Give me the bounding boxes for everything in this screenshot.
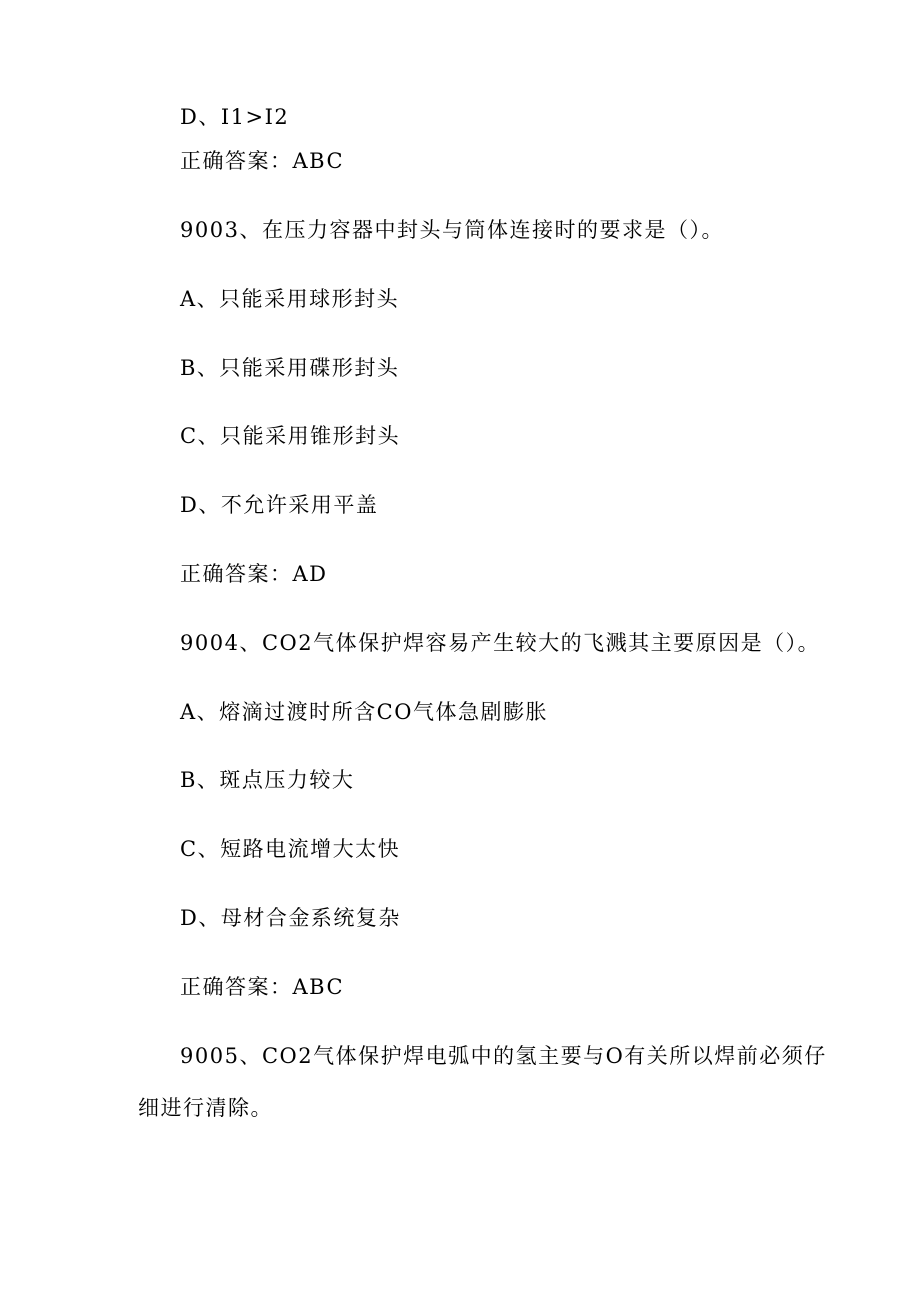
q9003-option-c: C、只能采用锥形封头 <box>180 424 401 448</box>
question-9004: 9004、CO2气体保护焊容易产生较大的飞溅其主要原因是（）。 <box>180 631 821 655</box>
prev-answer: 正确答案：ABC <box>180 149 345 173</box>
q9004-option-a: A、熔滴过渡时所含CO气体急剧膨胀 <box>180 700 548 724</box>
question-9003: 9003、在压力容器中封头与筒体连接时的要求是（）。 <box>180 218 724 242</box>
question-9005-line1: 9005、CO2气体保护焊电弧中的氢主要与O有关所以焊前必须仔 <box>180 1044 827 1068</box>
q9004-option-b: B、斑点压力较大 <box>180 768 355 792</box>
q9003-option-d: D、不允许采用平盖 <box>180 493 379 517</box>
q9004-option-d: D、母材合金系统复杂 <box>180 906 401 930</box>
q9003-answer: 正确答案：AD <box>180 562 328 586</box>
question-9005-line2: 细进行清除。 <box>138 1096 273 1120</box>
q9003-option-a: A、只能采用球形封头 <box>180 287 400 311</box>
q9003-option-b: B、只能采用碟形封头 <box>180 356 400 380</box>
prev-option-d: D、I1>I2 <box>180 105 290 129</box>
q9004-option-c: C、短路电流增大太快 <box>180 837 401 861</box>
q9004-answer: 正确答案：ABC <box>180 975 345 999</box>
